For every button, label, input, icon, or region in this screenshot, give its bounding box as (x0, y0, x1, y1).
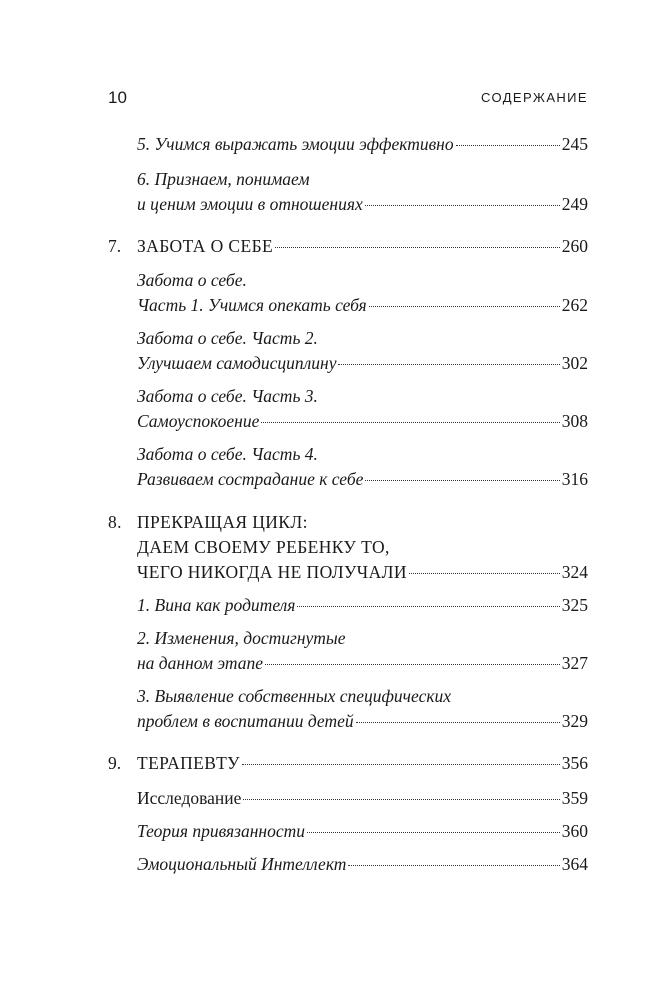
toc-entry (137, 819, 588, 844)
toc-entry-title-line: проблем в воспитании детей (137, 711, 354, 731)
toc-entry-title-line: Часть 1. Учимся опекать себя (137, 295, 367, 315)
toc-entry-title-line: 6. Признаем, понимаем (137, 169, 310, 189)
toc-entry (137, 593, 588, 618)
toc-entry (137, 852, 588, 877)
toc-entry-title: Эмоциональный Интеллект (137, 854, 347, 874)
toc-entry-title-line: Забота о себе. Часть 4. (137, 444, 318, 464)
toc-chapter (108, 751, 588, 776)
toc-entry-title-line: 2. Изменения, достигнутые (137, 628, 346, 648)
toc-chapter (108, 234, 588, 259)
toc-entry-title-line: 3. Выявление собственных специфических (137, 686, 452, 706)
toc-entry-page: 245 (561, 134, 588, 154)
toc-entry-page: 360 (561, 821, 588, 841)
toc-entry (137, 326, 588, 376)
toc-entry (137, 442, 588, 492)
leader-dots (275, 247, 560, 248)
toc-entry-page: 308 (561, 411, 588, 431)
toc-entry-page: 364 (561, 854, 588, 874)
chapter-title-line: ДАЕМ СВОЕМУ РЕБЕНКУ ТО, (137, 537, 390, 557)
page-number: 10 (108, 88, 127, 107)
toc-entry-title: 5. Учимся выражать эмоции эффективно (137, 134, 454, 154)
toc-entry (137, 384, 588, 434)
leader-dots (338, 364, 559, 365)
toc-entry-page: 260 (561, 236, 588, 256)
toc-entry (137, 684, 588, 734)
toc-entry-title: 1. Вина как родителя (137, 595, 296, 615)
leader-dots (265, 664, 560, 665)
leader-dots (369, 306, 560, 307)
chapter-number: 8. (108, 512, 122, 532)
toc-entry-page: 329 (561, 711, 588, 731)
toc-entry-title-line: Улучшаем самодисциплину (137, 353, 337, 373)
running-head: СОДЕРЖАНИЕ (480, 90, 588, 105)
toc-entry (137, 268, 588, 318)
toc-entry-title: Теория привязанности (137, 821, 305, 841)
toc-entry-title-line: Забота о себе. Часть 2. (137, 328, 318, 348)
toc-entry-title-line: и ценим эмоции в отношениях (137, 194, 363, 214)
leader-dots (365, 480, 559, 481)
toc-entry (137, 626, 588, 676)
toc-entry-page: 325 (561, 595, 588, 615)
toc-entry (137, 167, 588, 217)
toc-entry-page: 316 (561, 469, 588, 489)
toc-entry-page: 359 (561, 788, 588, 808)
toc-entry-page: 324 (561, 562, 588, 582)
toc-entry (137, 786, 588, 811)
chapter-number: 9. (108, 753, 122, 773)
toc-entry-title: Исследование (137, 788, 242, 808)
leader-dots (243, 799, 559, 800)
leader-dots (297, 606, 559, 607)
chapter-title-line: ПРЕКРАЩАЯ ЦИКЛ: (137, 512, 308, 532)
leader-dots (356, 722, 560, 723)
toc-entry (137, 132, 588, 157)
toc-entry-title-line: Самоуспокоение (137, 411, 260, 431)
leader-dots (261, 422, 559, 423)
toc-chapter (108, 510, 588, 585)
toc-entry-page: 302 (561, 353, 588, 373)
leader-dots (365, 205, 560, 206)
toc-entry-page: 356 (561, 753, 588, 773)
leader-dots (307, 832, 560, 833)
toc-entry-title-line: на данном этапе (137, 653, 264, 673)
leader-dots (348, 865, 559, 866)
chapter-title: ЗАБОТА О СЕБЕ (137, 236, 274, 256)
toc-entry-page: 249 (561, 194, 588, 214)
leader-dots (242, 764, 560, 765)
chapter-number: 7. (108, 236, 122, 256)
toc-entry-page: 262 (561, 295, 588, 315)
leader-dots (409, 573, 560, 574)
toc-entry-title-line: Развиваем сострадание к себе (137, 469, 364, 489)
toc-entry-title-line: Забота о себе. Часть 3. (137, 386, 318, 406)
table-of-contents (108, 0, 588, 1000)
leader-dots (456, 145, 560, 146)
toc-entry-page: 327 (561, 653, 588, 673)
chapter-title: ТЕРАПЕВТУ (137, 753, 240, 773)
toc-entry-title-line: Забота о себе. (137, 270, 247, 290)
chapter-title-line: ЧЕГО НИКОГДА НЕ ПОЛУЧАЛИ (137, 562, 407, 582)
